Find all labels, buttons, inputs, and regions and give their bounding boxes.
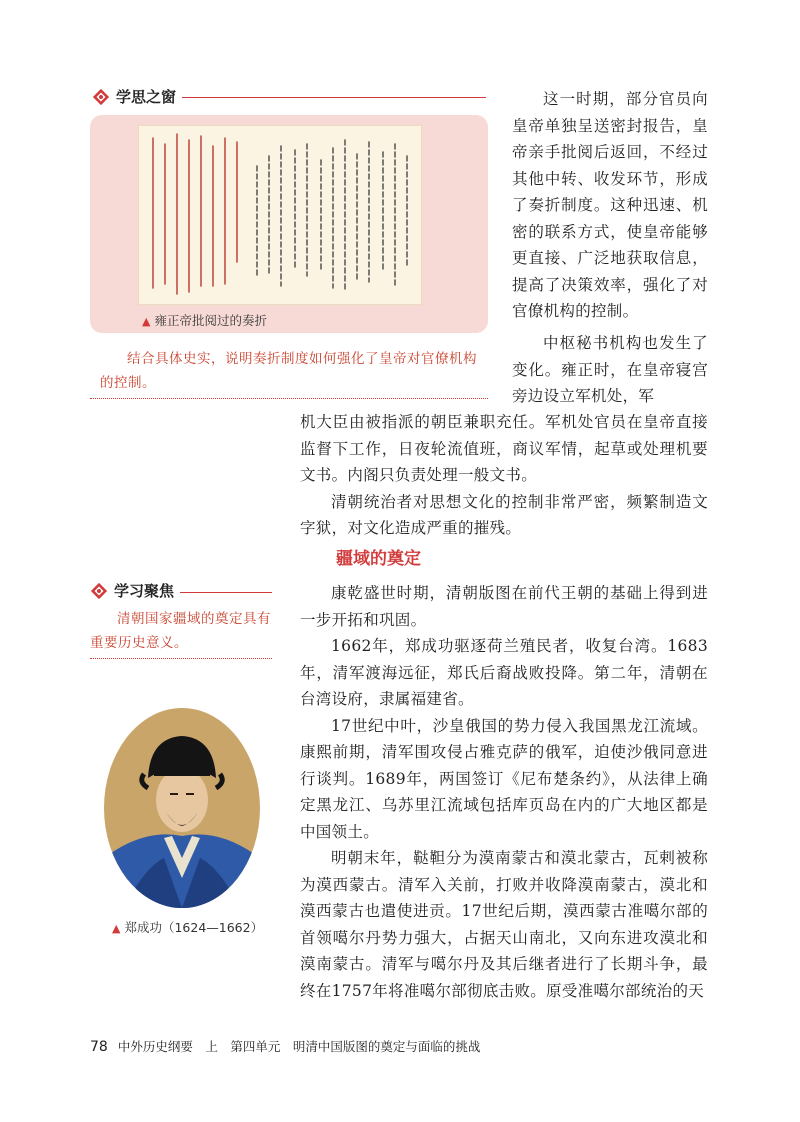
paragraph-grand-council-start: 中枢秘书机构也发生了变化。雍正时，在皇帝寝宫旁边设立军机处，军 (512, 334, 708, 405)
memorial-document-image (138, 125, 422, 305)
focus-title: 学习聚焦 (114, 582, 175, 600)
memorial-image-caption-wrap (142, 311, 267, 329)
page-footer (90, 1037, 480, 1055)
portrait-caption-wrap (112, 918, 263, 936)
page-number: 78 (90, 1039, 108, 1055)
top-text-narrow-2 (512, 330, 708, 410)
footer-text: 中外历史纲要 上 第四单元 明清中国版图的奠定与面临的挑战 (117, 1039, 481, 1054)
bottom-text (300, 580, 708, 1004)
paragraph-mongolia: 明朝末年，鞑靼分为漠南蒙古和漠北蒙古，瓦剌被称为漠西蒙古。清军入关前，打败并收降漠南蒙古，漠北和漠西蒙古也遣使进贡。17世纪后期，漠西蒙古准噶尔部的首领噶尔丹势力强大，占据天山南北，又向东进攻漠北和漠南蒙古。清军与噶尔丹及其后继者进行了长期斗争，最终在1757年将准噶尔部彻底击败。原受准噶尔部统治的天 (300, 849, 708, 1000)
paragraph-memorial-system: 这一时期，部分官员向皇帝单独呈送密封报告，皇帝亲手批阅后返回，不经过其他中转、收发环节，形成了奏折制度。这种迅速、机密的联系方式，使皇帝能够更直接、广泛地获取信息，提高了决策效率，强化了对官僚机构的控制。 (512, 90, 708, 320)
window-question: 结合具体史实，说明奏折制度如何强化了皇帝对官僚机构的控制。 (100, 351, 477, 391)
focus-section-icon (90, 582, 108, 600)
paragraph-taiwan: 1662年，郑成功驱逐荷兰殖民者，收复台湾。1683年，清军渡海远征，郑氏后裔战败投降。第二年，清朝在台湾设府，隶属福建省。 (300, 637, 708, 708)
section-heading: 疆域的奠定 (336, 549, 421, 569)
memorial-calligraphy-illustration (139, 126, 421, 304)
paragraph-kangqian: 康乾盛世时期，清朝版图在前代王朝的基础上得到进一步开拓和巩固。 (300, 584, 708, 629)
zheng-chenggong-portrait (104, 708, 260, 908)
memorial-image-caption: 雍正帝批阅过的奏折 (154, 313, 267, 328)
window-bottom-rule (90, 398, 488, 399)
window-section-title: 学思之窗 (116, 88, 177, 106)
window-section-icon (92, 88, 110, 106)
paragraph-literary-inquisition: 清朝统治者对思想文化的控制非常严密，频繁制造文字狱，对文化造成严重的摧残。 (300, 492, 708, 537)
focus-text: 清朝国家疆域的奠定具有重要历史意义。 (90, 611, 271, 651)
paragraph-nerchinsk: 17世纪中叶，沙皇俄国的势力侵入我国黑龙江流域。康熙前期，清军围攻侵占雅克萨的俄军，迫使沙俄同意进行谈判。1689年，两国签订《尼布楚条约》，从法律上确定黑龙江、乌苏里江流域包括库页岛在内的广大地区都是中国领土。 (300, 716, 708, 841)
portrait-caption: 郑成功（1624—1662） (124, 920, 264, 935)
focus-bottom-rule (90, 658, 272, 659)
top-text-narrow (512, 86, 708, 325)
window-image-panel (90, 115, 488, 333)
caption-triangle-icon: ▲ (142, 315, 151, 328)
portrait-caption-triangle-icon: ▲ (112, 922, 121, 935)
window-section-rule (182, 97, 486, 98)
focus-rule (180, 592, 272, 593)
top-text-wide (300, 409, 708, 542)
paragraph-grand-council-rest: 机大臣由被指派的朝臣兼职充任。军机处官员在皇帝直接监督下工作，日夜轮流值班，商议军情，起草或处理机要文书。内阁只负责处理一般文书。 (300, 413, 708, 484)
